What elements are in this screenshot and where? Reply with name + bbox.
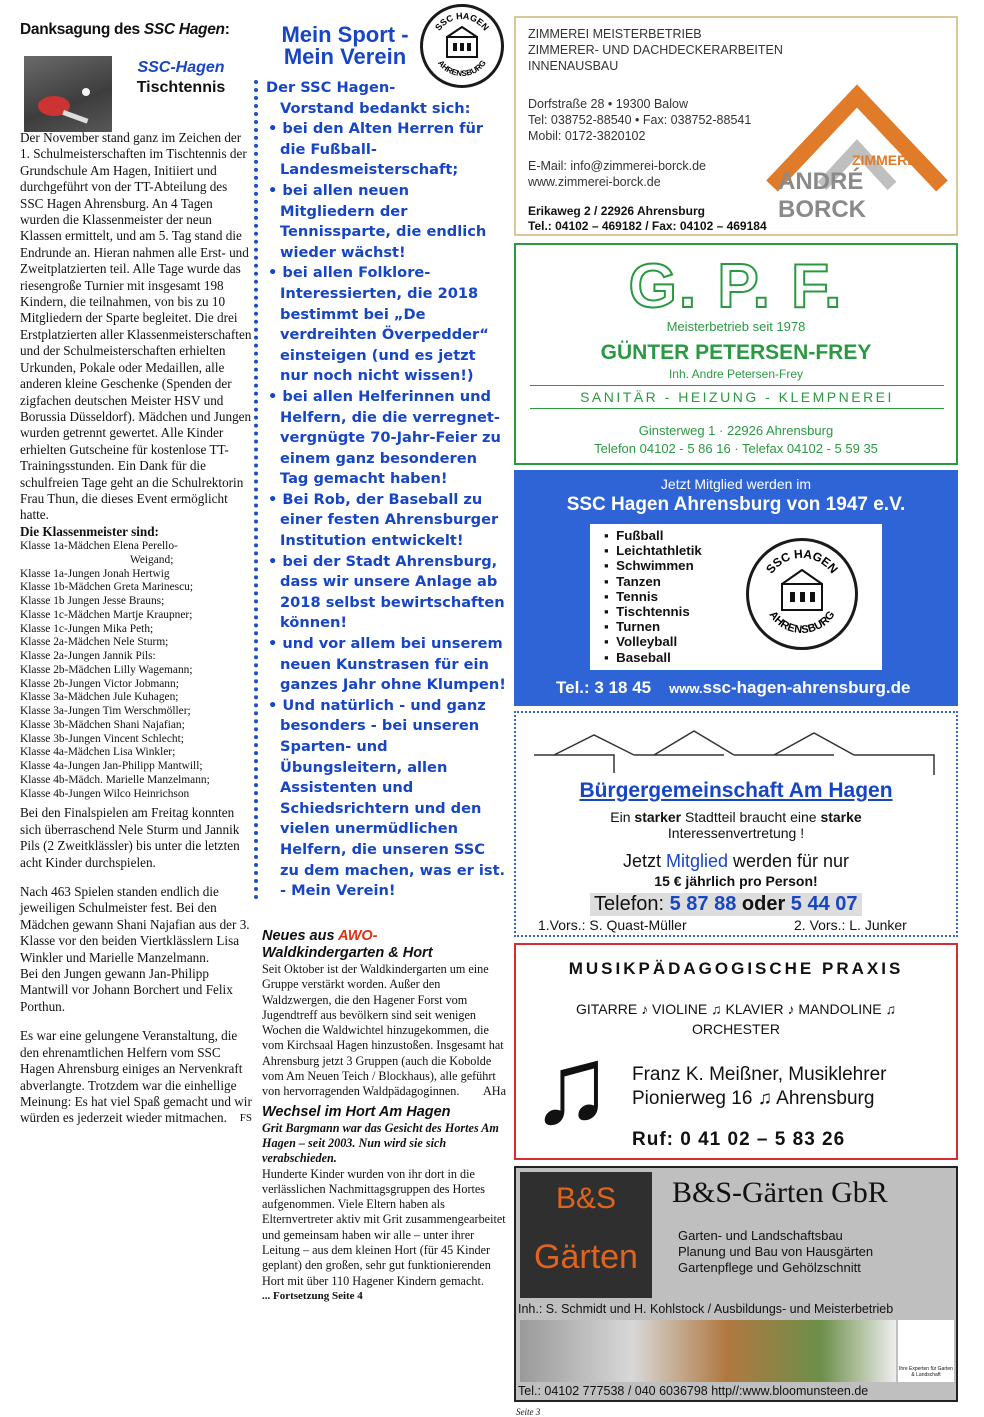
sport-item: ▪ Tischtennis — [604, 604, 690, 620]
ssc-contact: Tel.: 3 18 45 www.ssc-hagen-ahrensburg.de — [556, 678, 911, 697]
mein-sport-title: Mein Sport - Mein Verein — [281, 22, 409, 69]
thanks-bullet: • und vor allem bei unserem neuen Kunstrasen für ein ganzes Jahr ohne Klumpen! — [268, 635, 506, 694]
houses-icon — [534, 723, 938, 779]
klassenmeister-item: Klasse 1b-Mädchen Greta Marinescu; — [20, 581, 194, 594]
ad-zimmerei-borck: ZIMMEREI MEISTERBETRIEB ZIMMERER- UND DACHDECKERARBEITEN INNENAUSBAU Dorfstraße 28 • 19300 Balow Tel: 038752-88540 • Fax: 038752-88541 Mobil: 0172-3820102 E-Mail: info@zimmerei-borck.de www.zimmerei-borck.de ZIMMEREI ANDRÉ BORCK Erikaweg 2 / 22926 Ahrensburg Tel.: 04102 – 469182 / Fax: 04102 – 469184 — [514, 16, 958, 236]
brand-small: ZIMMEREI — [852, 152, 921, 168]
instruments: GITARRE ♪ VIOLINE ♫ KLAVIER ♪ MANDOLINE ♫ — [576, 1001, 896, 1017]
article-header — [116, 58, 246, 98]
thanks-bullet: • bei der Stadt Ahrensburg, dass wir unsere Anlage ab 2018 selbst bewirtschaften können! — [268, 552, 505, 632]
sport-item: ▪ Leichtathletik — [604, 543, 702, 559]
klassenmeister-item: Klasse 1c-Mädchen Martje Kraupner; — [20, 608, 193, 621]
thanks-bullet: • bei allen Folklore-Interessierten, die 2018 bestimmt bei „De verdreihten Överpedder“ einsteigen (und es jetzt nur noch nicht wissen!) — [268, 264, 489, 385]
hort-text: Hunderte Kinder wurden von ihr dort in die verlässlichen Nachmittagsgruppen des Hortes aufgenommen. Viele Eltern haben als Elternvertreter aktiv mit Grit zusammengearbeitet und gemeinsam haben wir alle – unter ihrer Leitung – aus dem kleinen Hort (für 45 Kinder geplant) den großen, sehr gut funktionierenden Hort mit über 110 Hagener Kindern gemacht. — [262, 1166, 506, 1288]
sport-item: ▪ Turnen — [604, 619, 661, 635]
thanks-bullet: • Und natürlich - und ganz besonders - bei unseren Sparten- und Übungsleitern, allen Assistenten und Schiedsrichtern und den vielen unermüdlichen Helfern, die unseren SSC zu dem machen, was er ist. - Mein Verein! — [268, 696, 506, 900]
music-note-icon: ♫ — [530, 1024, 613, 1147]
klassenmeister-item: Klasse 3b-Jungen Vincent Schlecht; — [20, 732, 184, 745]
sport-item: ▪ Volleyball — [604, 634, 678, 650]
ssc-hagen-logo — [420, 4, 504, 88]
svg-text:SSC HAGEN: SSC HAGEN — [433, 10, 491, 33]
brand-name: ANDRÉ BORCK — [778, 168, 866, 223]
sport-label: Tischtennis — [136, 79, 226, 96]
buerger-phone: Telefon: 5 87 88 oder 5 44 07 — [590, 893, 862, 916]
klassenmeister-item: Klasse 4b-Mädch. Marielle Manzelmann; — [20, 773, 210, 786]
sport-item: ▪ Baseball — [604, 649, 671, 665]
svg-text:SSC HAGEN: SSC HAGEN — [763, 546, 841, 577]
thanks-bullet: • bei den Alten Herren für die Fußball-Landesmeisterschaft; — [268, 120, 484, 179]
sport-item: ▪ Tennis — [604, 588, 658, 604]
klassenmeister-item: Klasse 4a-Mädchen Lisa Winkler; — [20, 746, 176, 759]
klassenmeister-item: Klasse 1a-Jungen Jonah Hertwig — [20, 567, 170, 580]
klassenmeister-item: Klasse 4b-Jungen Wilco Heinrichson — [20, 787, 190, 800]
ad-bs-gaerten: B&S Gärten B&S-Gärten GbR Garten- und Landschaftsbau Planung und Bau von Hausgärten Gartenpflege und Gehölzschnitt Inh.: S. Schmidt und H. Kohlstock / Ausbildungs- und Meisterbetrieb Ihre Experten für Garten & Landschaft Tel.: 04102 777538 / 040 6036798 http//:www.bloomunsteen.de — [514, 1166, 958, 1402]
continuation-note: ... Fortsetzung Seite 4 — [262, 1289, 363, 1302]
klassenmeister-item: Klasse 2b-Mädchen Lilly Wagemann; — [20, 663, 193, 676]
klassenmeister-item: Weigand; — [130, 553, 174, 566]
paragraph-2: Bei den Finalspielen am Freitag konnten sich überraschend Nele Sturm und Jannik Pils (2 Zweitklässler) bis unter die letzten acht Kinder durchspielen. — [20, 805, 240, 870]
ad-musikpraxis: MUSIKPÄDAGOGISCHE PRAXIS GITARRE ♪ VIOLINE ♫ KLAVIER ♪ MANDOLINE ♫ ORCHESTER ♫ Franz K. Meißner, Musiklehrer Pionierweg 16 ♫ Ahrensburg Ruf: 0 41 02 – 5 83 26 — [514, 943, 958, 1160]
dotted-divider — [254, 80, 258, 900]
svg-text:AHRENSBURG: AHRENSBURG — [766, 608, 838, 637]
sport-item: ▪ Tanzen — [604, 573, 661, 589]
garden-photos — [520, 1320, 896, 1382]
klassenmeister-item: Klasse 4a-Jungen Jan-Philipp Mantwill; — [20, 760, 203, 773]
thanks-bullet: • bei allen neuen Mitgliedern der Tennissparte, die endlich wieder wächst! — [268, 181, 487, 261]
klassenmeister-item: Klasse 2b-Jungen Victor Jobmann; — [20, 677, 179, 690]
awo-heading: Neues aus AWO- Waldkindergarten & Hort — [262, 928, 433, 961]
svg-text:AHRENSBURG: AHRENSBURG — [436, 58, 488, 79]
awo-text: Seit Oktober ist der Waldkindergarten um eine Gruppe verstärkt worden. Außer den Waldzwergen, die den Hagener Forst vom Jugendtreff aus bevölkern sind seit wenigen Wochen die Waldwichtel hinzugekommen, die vom Kirchsaal Hagen hinzustoßen. Insgesamt hat Ahrensburg jetzt 3 Gruppen (auch die Kobolde vom Am Neuen Teich / Blockhaus), alle geführt von hervorragenden Waldpädagoginnen. AHa — [262, 962, 506, 1099]
klassenmeister-item: Klasse 1b Jungen Jesse Brauns; — [20, 595, 165, 608]
vorstand-thanks — [262, 78, 506, 902]
thanks-intro: Der SSC Hagen- — [266, 79, 396, 96]
klassenmeister-list — [20, 540, 252, 801]
article-title: Danksagung des SSC Hagen: — [20, 21, 230, 38]
awo-article — [262, 928, 506, 1304]
ad-petersen-frey: G. P. F. Meisterbetrieb seit 1978 GÜNTER PETERSEN-FREY Inh. Andre Petersen-Frey SANITÄR - HEIZUNG - KLEMPNEREI Ginsterweg 1 · 22926 Ahrensburg Telefon 04102 - 5 86 16 · Telefax 04102 - 5 59 35 — [514, 243, 958, 465]
klassenmeister-item: Klasse 3a-Jungen Tim Werschmöller; — [20, 705, 191, 718]
ad-buergergemeinschaft: Bürgergemeinschaft Am Hagen Ein starker Stadtteil braucht eine starke Interessenvertretung ! Jetzt Mitglied werden für nur 15 € jährlich pro Person! Telefon: 5 87 88 oder 5 44 07 1.Vors.: S. Quast-Müller 2. Vors.: L. Junker — [514, 711, 958, 937]
ad-ssc-mitglied: Jetzt Mitglied werden im SSC Hagen Ahrensburg von 1947 e.V. ▪ Fußball ▪ Leichtathletik ▪ Schwimmen ▪ Tanzen ▪ Tennis ▪ Tischtennis ▪ Turnen ▪ Volleyball ▪ Baseball SSC HAGEN AHRENSBURG Tel.: 3 18 45 www.ssc-hagen-ahrensburg.de — [514, 470, 958, 706]
thanks-intro-2: Vorstand bedankt sich: — [280, 99, 471, 117]
sport-item: ▪ Fußball — [604, 528, 664, 543]
ssc-logo-large — [746, 538, 858, 650]
experts-badge: Ihre Experten für Garten & Landschaft — [898, 1320, 954, 1382]
article-body — [20, 130, 252, 1127]
hort-heading: Wechsel im Hort Am Hagen — [262, 1103, 451, 1120]
thanks-bullet: • Bei Rob, der Baseball zu einer festen Ahrensburger Institution entwickelt! — [268, 490, 499, 550]
klassenmeister-item: Klasse 3b-Mädchen Shani Najafian; — [20, 718, 185, 731]
thanks-bullet-list — [262, 119, 506, 902]
sports-box — [590, 524, 882, 670]
klassenmeister-item: Klasse 1c-Jungen Mika Peth; — [20, 622, 154, 635]
paragraph-4: Bei den Jungen gewann Jan-Philipp Mantwill vor Johann Borchert und Felix Porthun. — [20, 966, 233, 1014]
paragraph-3: Nach 463 Spielen standen endlich die jeweiligen Schulmeister fest. Bei den Mädchen gewann Shani Najafian aus der 3. Klasse vor den beiden Viertklässlern Lisa Winkler und Marielle Manzelmann. — [20, 884, 250, 965]
klassenmeister-heading: Die Klassenmeister sind: — [20, 523, 159, 539]
gpf-logo: G. P. F. — [628, 252, 844, 321]
tabletennis-photo — [24, 56, 112, 132]
paragraph-5: Es war eine gelungene Veranstaltung, die den ehrenamtlichen Helfern vom SSC Hagen Ahrensburg einiges an Nervenkraft abverlangte. Trotzdem war die einhellige Meinung: Es hat viel Spaß gemacht und wir würden es jederzeit wieder mitmachen. FS — [20, 1028, 252, 1126]
klassenmeister-item: Klasse 2a-Mädchen Nele Sturm; — [20, 636, 169, 649]
page-number: Seite 3 — [516, 1407, 541, 1417]
sport-item: ▪ Schwimmen — [604, 558, 694, 574]
awo-signature: AHa — [482, 1084, 506, 1099]
klassenmeister-item: Klasse 1a-Mädchen Elena Perello- — [20, 540, 178, 553]
paragraph-1: Der November stand ganz im Zeichen der 1. Schulmeisterschaften im Tischtennis der Grundschule Am Hagen, Initiiert und durchgeführt von der TT-Abteilung des SSC Hagen Ahrensburg. An 4 Tagen wurden die Klassenmeister der neun Klassen ermittelt, und am 5. Tag stand die Endrunde an. Hieran nahmen alle Erst- und Zweitplatzierten teil. Alle Tage wurde das riesengroße Turnier mit insgesamt 198 Kindern, die teilnahmen, von bis zu 10 Mitgliedern der Sparte begleitet. Die drei Erstplatzierten aller Klassenmeisterschaften und der Schulmeisterschaften erhielten Urkunden, Pokale oder Medaillen, alle anderen kleine Geschenke (Spenden der zigfachen deutschen Meister HSV und Borussia Düsseldorf). Mädchen und Jungen wurden getrennt gewertet. Alle Kinder erhielten Gutscheine für kostenlose TT-Trainingsstunden. Ein Dank für die schulfreien Tage geht an die Schulrektorin Frau Thun, die dieses Event ermöglicht hatte. — [20, 130, 252, 523]
club-label: SSC-Hagen — [137, 59, 225, 76]
klassenmeister-item: Klasse 2a-Jungen Jannik Pils: — [20, 650, 156, 663]
author-signature: FS — [239, 1112, 252, 1125]
bs-logo: B&S Gärten — [520, 1172, 652, 1298]
thanks-bullet: • bei allen Helferinnen und Helfern, die die verregnet-vergnügte 70-Jahr-Feier zu einem ganz besonderen Tag gemacht haben! — [268, 387, 501, 488]
article-tischtennis — [20, 21, 252, 1126]
hort-lead: Grit Bargmann war das Gesicht des Hortes Am Hagen – seit 2003. Nun wird sie sich verabschieden. — [262, 1120, 499, 1166]
klassenmeister-item: Klasse 3a-Mädchen Jule Kuhagen; — [20, 691, 179, 704]
